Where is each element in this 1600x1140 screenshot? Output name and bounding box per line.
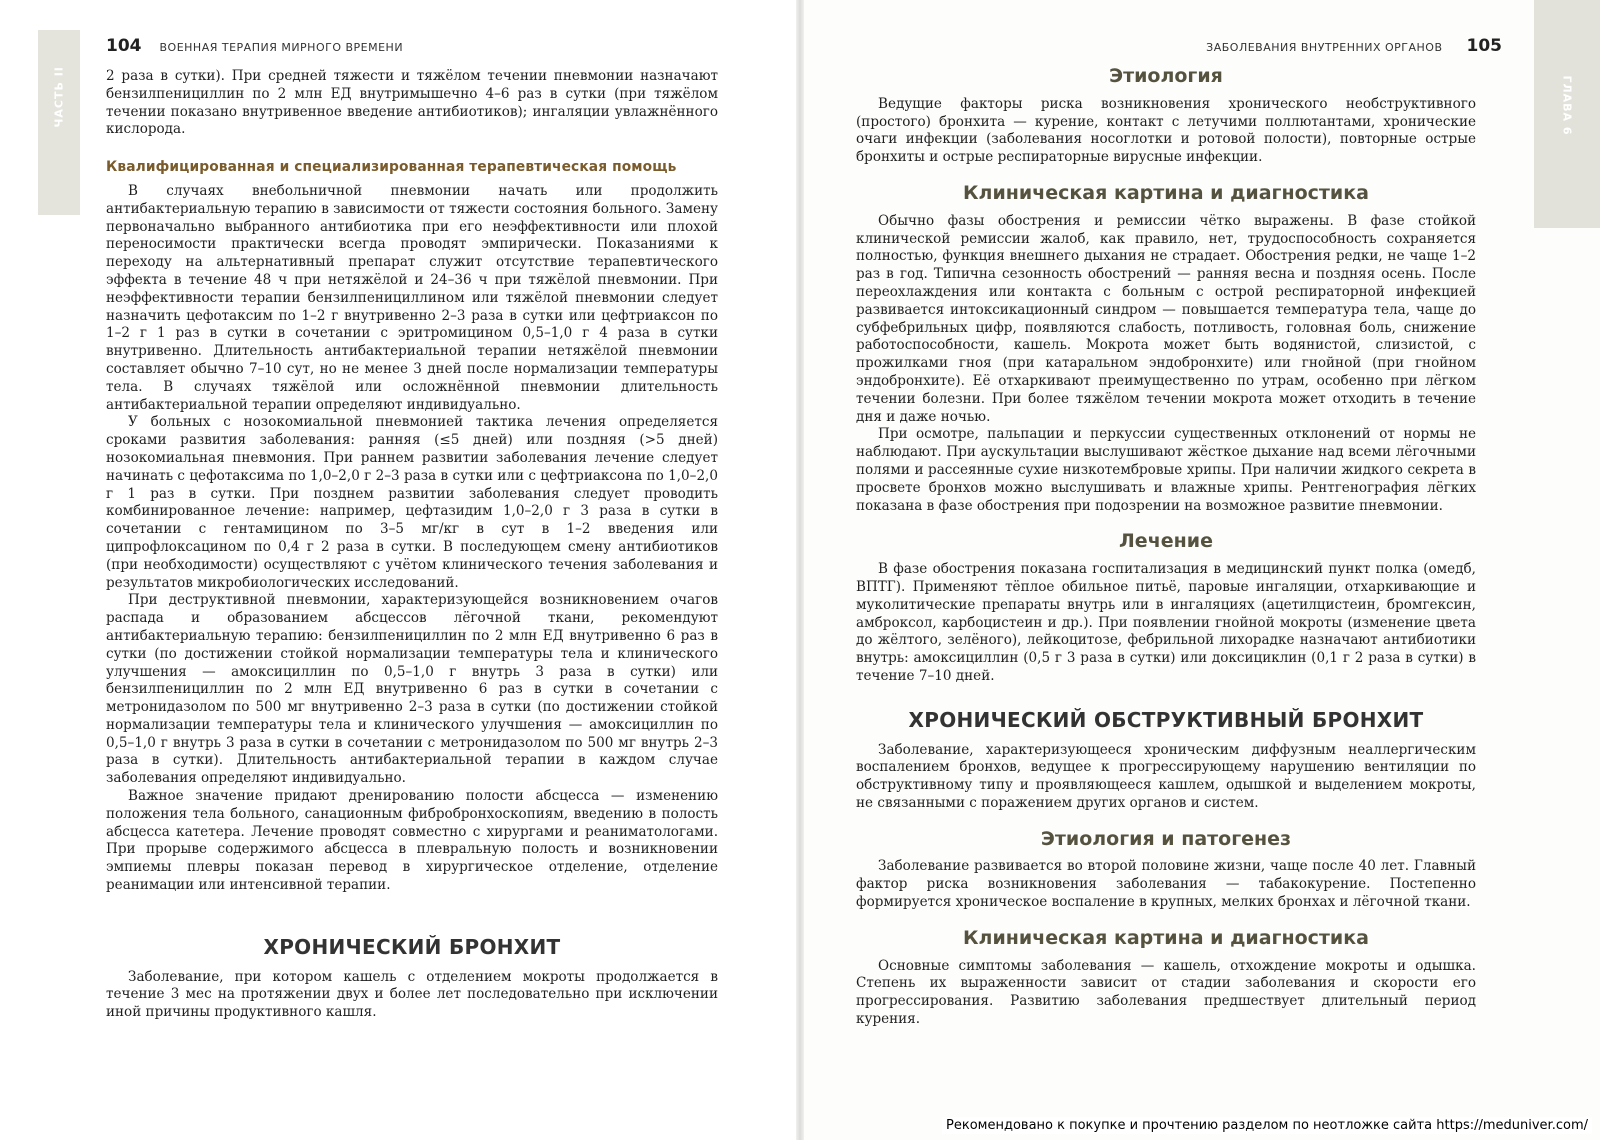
left-running-head: [106, 36, 403, 56]
chapter-side-tab-label: ГЛАВА 6: [1560, 75, 1574, 136]
left-running-title: ВОЕННАЯ ТЕРАПИЯ МИРНОГО ВРЕМЕНИ: [159, 41, 404, 54]
clinic-paragraph-1: Обычно фазы обострения и ремиссии чётко выражены. В фазе стойкой клинической ремиссии жалоб, как правило, нет, трудоспособность сохраняется полностью, функция внешнего дыхания не страдает. Обострения редки, не чаще 1–2 раз в год. Типична сезонность обострений — ранняя весна и поздняя осень. После переохлаждения или контакта с больным с острой респираторной инфекцией развивается интоксикационный синдром — повышается температура тела, чаще до субфебрильных цифр, появляются слабость, потливость, головная боль, снижение работоспособности, кашель. Мокрота может быть водянистой, слизистой, с прожилками гноя (при катаральном эндобронхите) или гнойной (при гнойном эндобронхите). Её отхаркивают преимущественно по утрам, особенно при лёгком течении болезни. При более тяжёлом течении мокрота может отходить в течение дня и даже ночью.: [856, 212, 1476, 425]
right-page-number: 105: [1466, 36, 1502, 56]
left-intro-paragraph: 2 раза в сутки). При средней тяжести и тяжёлом течении пневмонии назначают бензилпенициллин по 2 млн ЕД внутримышечно 4–6 раз в сутки (при тяжёлом течении показано внутривенное введение антибиотиков); ингаляции увлажнённого кислорода.: [106, 68, 718, 138]
book-gutter: [796, 0, 804, 1140]
treatment-paragraph: В фазе обострения показана госпитализация в медицинский пункт полка (омедб, ВПТГ). Применяют тёплое обильное питьё, паровые ингаляции, отхаркивающие и муколитические препараты внутрь или в ингаляциях (ацетилцистеин, бромгексин, амброксол, карбоцистеин и др.). При появлении гнойной мокроты (изменение цвета до жёлтого, зелёного), лейкоцитозе, фебрильной лихорадке назначают антибиотики внутрь: амоксициллин (0,5 г 3 раза в сутки) или доксициклин (0,1 г 2 раза в сутки) в течение 7–10 дней.: [856, 561, 1476, 684]
left-paragraph-1: В случаях внебольничной пневмонии начать или продолжить антибактериальную терапию в зависимости от тяжести состояния больного. Замену первоначально выбранного антибиотика при его неэффективности или плохой переносимости практически всегда проводят эмпирически. Показаниями к переходу на альтернативный препарат служит отсутствие терапевтического эффекта в течение 48 ч при нетяжёлой и 24–36 ч при тяжёлой пневмонии. При неэффективности терапии бензилпенициллином или тяжёлой пневмонии следует назначить цефотаксим по 1–2 г внутривенно 2–3 раза в сутки или цефтриаксон по 1–2 г 1 раз в сутки в сочетании с эритромицином 0,5–1,0 г 4 раза в сутки внутривенно. Длительность антибактериальной терапии нетяжёлой пневмонии составляет обычно 7–10 сут, но не менее 3 дней после нормализации температуры тела. В случаях тяжёлой или осложнённой пневмонии длительность антибактериальной терапии определяют индивидуально.: [106, 182, 718, 413]
chronic-bronchitis-heading: ХРОНИЧЕСКИЙ БРОНХИТ: [263, 934, 561, 959]
obstructive-bronchitis-heading: ХРОНИЧЕСКИЙ ОБСТРУКТИВНЫЙ БРОНХИТ: [908, 707, 1424, 732]
left-page-number: 104: [106, 36, 142, 56]
part-side-tab: [38, 30, 80, 215]
chapter-side-tab: [1534, 0, 1600, 228]
etiology-heading: Этиология: [1109, 65, 1223, 87]
clinic2-heading: Клиническая картина и диагностика: [963, 926, 1369, 949]
left-text-column: [106, 68, 718, 1022]
recommendation-footer: Рекомендовано к покупке и прочтению разделом по неотложке сайта https://meduniver.com/: [942, 1117, 1592, 1134]
obstructive-paragraph: Заболевание, характеризующееся хроническим диффузным неаллергическим воспалением бронхов, ведущее к прогрессирующему нарушению вентиляции по обструктивному типу и проявляющееся кашлем, одышкой и выделением мокроты, не связанными с поражением других органов и систем.: [856, 741, 1476, 811]
right-text-column: [856, 65, 1476, 1029]
left-paragraph-2: У больных с нозокомиальной пневмонией тактика лечения определяется сроками развития заболевания: ранняя (≤5 дней) или поздняя (>5 дней) нозокомиальная пневмония. При раннем развитии заболевания лечение следует начинать с цефотаксима по 1,0–2,0 г 2–3 раза в сутки или с цефтриаксона по 1,0–2,0 г 1 раз в сутки. При позднем развитии заболевания следует проводить комбинированное лечение: например, цефтазидим 1,0–2,0 г 3 раза в сутки в сочетании с гентамицином по 3–5 мг/кг в сут в 1–2 введения или ципрофлоксацином по 0,4 г 2 раза в сутки. В последующем смену антибиотиков (при необходимости) осуществляют с учётом клинического течения заболевания и результатов микробиологических исследований.: [106, 414, 718, 591]
qualified-care-subheading: Квалифицированная и специализированная терапевтическая помощь: [106, 159, 677, 176]
right-running-head: [1206, 36, 1502, 56]
treatment-heading: Лечение: [1119, 530, 1213, 553]
left-page: [0, 0, 796, 1140]
right-running-title: ЗАБОЛЕВАНИЯ ВНУТРЕННИХ ОРГАНОВ: [1206, 41, 1443, 54]
right-page: [804, 0, 1600, 1140]
clinic-heading: Клиническая картина и диагностика: [963, 181, 1369, 204]
clinic2-paragraph: Основные симптомы заболевания — кашель, отхождение мокроты и одышка. Степень их выраженности зависит от стадии заболевания и скорости его прогрессирования. Развитию заболевания предшествует длительный период курения.: [856, 957, 1476, 1028]
pathogenesis-paragraph: Заболевание развивается во второй половине жизни, чаще после 40 лет. Главный фактор риска возникновения заболевания — табакокурение. Постепенно формируется хроническое воспаление в крупных, мелких бронхах и лёгочной ткани.: [856, 858, 1476, 911]
part-side-tab-label: ЧАСТЬ II: [52, 66, 66, 128]
clinic-paragraph-2: При осмотре, пальпации и перкуссии существенных отклонений от нормы не наблюдают. При аускультации выслушивают жёсткое дыхание над всеми лёгочными полями и рассеянные сухие низкотембровые хрипы. При наличии жидкого секрета в просвете бронхов можно выслушивать и влажные хрипы. Рентгенография лёгких показана в фазе обострения при подозрении на возможное развитие пневмонии.: [856, 426, 1476, 514]
pathogenesis-heading: Этиология и патогенез: [1040, 827, 1292, 850]
left-paragraph-3: При деструктивной пневмонии, характеризующейся возникновением очагов распада и образованием абсцессов лёгочной ткани, рекомендуют антибактериальную терапию: бензилпенициллин по 2 млн ЕД внутривенно 6 раз в сутки (по достижении стойкой нормализации температуры тела и клинического улучшения — амоксициллин по 0,5–1,0 г внутрь 3 раза в сутки) или бензилпенициллин по 2 млн ЕД внутривенно 6 раз в сутки в сочетании с метронидазолом по 500 мг внутривенно 2–3 раза в сутки (по достижении стойкой нормализации температуры тела и клинического улучшения — амоксициллин по 0,5–1,0 г внутрь 3 раза в сутки в сочетании с метронидазолом по 500 мг внутрь 2–3 раза в сутки). Длительность антибактериальной терапии в каждом случае заболевания определяют индивидуально.: [106, 592, 718, 787]
etiology-paragraph: Ведущие факторы риска возникновения хронического необструктивного (простого) бронхита — курение, контакт с летучими поллютантами, хронические очаги инфекции (заболевания носоглотки и ротовой полости), повторные острые бронхиты и острые респираторные вирусные инфекции.: [856, 95, 1476, 166]
left-closing-paragraph: Заболевание, при котором кашель с отделением мокроты продолжается в течение 3 мес на протяжении двух и более лет последовательно при исключении иной причины продуктивного кашля.: [106, 968, 718, 1021]
left-paragraph-4: Важное значение придают дренированию полости абсцесса — изменению положения тела больного, санационным фибробронхоскопиям, введению в полость абсцесса катетера. Лечение проводят совместно с хирургами и реаниматологами. При прорыве содержимого абсцесса в плевральную полость и возникновении эмпиемы плевры показан перевод в хирургическое отделение, отделение реанимации или интенсивной терапии.: [106, 788, 718, 894]
